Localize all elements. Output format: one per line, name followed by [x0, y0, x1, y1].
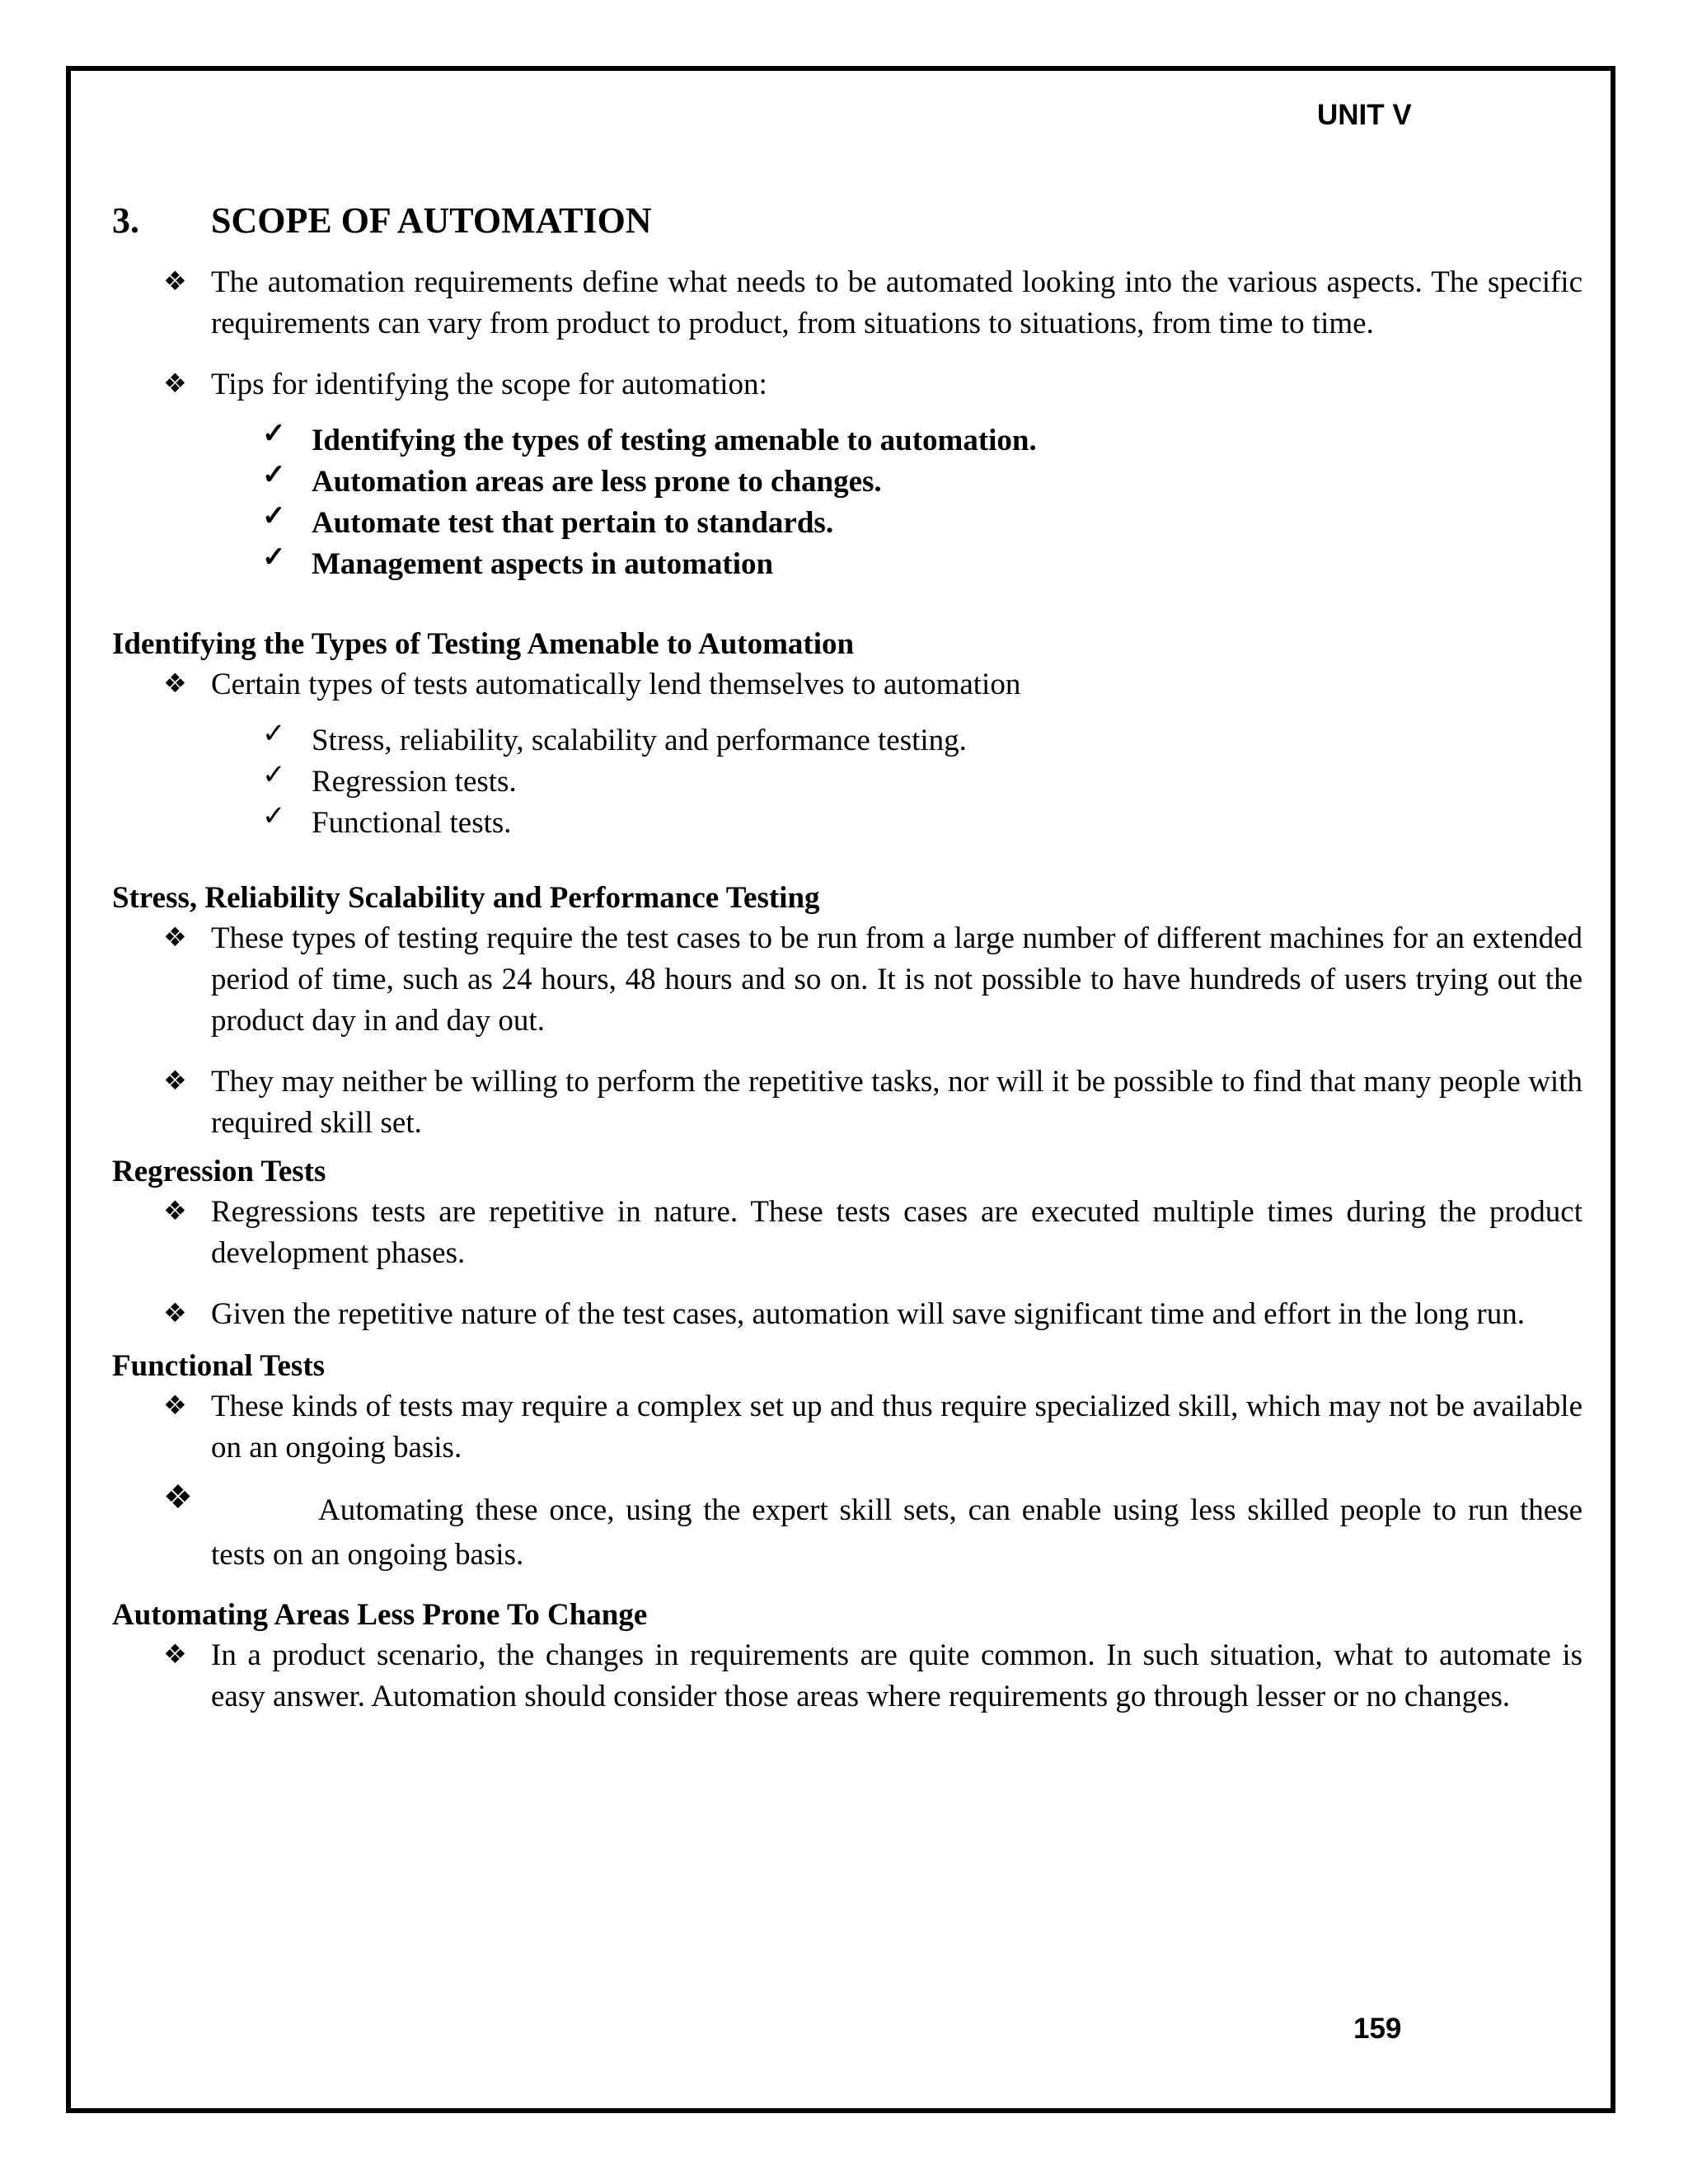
diamond-bullet-icon: ❖: [163, 1390, 187, 1420]
areas-bullet-1-text: In a product scenario, the changes in requirements are quite common. In such situation, what to automate is easy answer. Automation should consider those areas where requirements go through lesser or no changes.: [211, 1638, 1582, 1713]
checkmark-icon: ✓: [262, 542, 286, 573]
intro-bullet-2-text: Tips for identifying the scope for automation:: [211, 368, 767, 401]
regression-heading: Regression Tests: [112, 1155, 326, 1188]
regression-bullet-2-text: Given the repetitive nature of the test cases, automation will save significant time and effort in the long run.: [211, 1297, 1525, 1331]
tip-text: Identifying the types of testing amenable to automation.: [312, 424, 1037, 457]
intro-bullet-1-text: The automation requirements define what needs to be automated looking into the various aspects. The specific requirements can vary from product to product, from situations to situations, from time to time.: [211, 265, 1582, 340]
functional-bullet-1-text: These kinds of tests may require a complex set up and thus require specialized skill, which may not be available on an ongoing basis.: [211, 1390, 1582, 1465]
stress-bullet-1-text: These types of testing require the test cases to be run from a large number of different machines for an extended period of time, such as 24 hours, 48 hours and so on. It is not possible to have hundreds of users trying out the product day in and day out.: [211, 921, 1582, 1038]
areas-bullet-1: [112, 1635, 1582, 1718]
list-item: [112, 762, 1582, 803]
stress-bullet-2: [112, 1062, 1582, 1144]
section-number: 3.: [112, 200, 139, 241]
diamond-bullet-icon: ❖: [163, 368, 187, 398]
functional-bullet-2-first-line: Automating these once, using the expert skill sets, can enable using less skilled people to run: [318, 1493, 1509, 1527]
diamond-bullet-icon: ❖: [163, 1639, 187, 1669]
functional-bullet-2-rest: these tests on an ongoing basis.: [211, 1493, 1583, 1572]
types-bullet-1-text: Certain types of tests automatically lend themselves to automation: [211, 668, 1021, 701]
list-item: [112, 420, 1582, 462]
list-item: [112, 503, 1582, 544]
section-title-text: SCOPE OF AUTOMATION: [211, 200, 652, 241]
functional-bullet-1: [112, 1386, 1582, 1469]
regression-bullet-1-text: Regressions tests are repetitive in nature. These tests cases are executed multiple times during the product development phases.: [211, 1195, 1582, 1270]
types-list: [112, 720, 1582, 844]
checkmark-icon: ✓: [262, 419, 286, 449]
page-content: [112, 198, 1582, 1718]
type-text: Functional tests.: [312, 806, 512, 840]
checkmark-icon: ✓: [262, 460, 286, 490]
stress-bullet-1: [112, 918, 1582, 1042]
type-text: Regression tests.: [312, 765, 517, 799]
tip-text: Automate test that pertain to standards.: [312, 506, 834, 540]
diamond-bullet-icon: ❖: [163, 1479, 193, 1516]
stress-bullet-2-text: They may neither be willing to perform the repetitive tasks, nor will it be possible to find that many people with required skill set.: [211, 1065, 1582, 1140]
page-number: 159: [1353, 2013, 1402, 2045]
checkmark-icon: ✓: [262, 501, 286, 532]
list-item: [112, 803, 1582, 844]
functional-heading: Functional Tests: [112, 1349, 326, 1383]
types-bullet-1: [112, 664, 1582, 705]
regression-bullet-1: [112, 1192, 1582, 1274]
unit-label: UNIT V: [1317, 99, 1412, 131]
type-text: Stress, reliability, scalability and performance testing.: [312, 724, 967, 757]
intro-bullet-1: [112, 262, 1582, 344]
diamond-bullet-icon: ❖: [163, 1298, 187, 1328]
section-title: [112, 198, 1582, 244]
intro-bullet-2: [112, 364, 1582, 405]
tip-text: Automation areas are less prone to changes.: [312, 465, 882, 499]
tip-text: Management aspects in automation: [312, 547, 774, 581]
checkmark-icon: ✓: [262, 760, 286, 790]
diamond-bullet-icon: ❖: [163, 922, 187, 952]
tips-list: [112, 420, 1582, 585]
regression-bullet-2: [112, 1294, 1582, 1335]
checkmark-icon: ✓: [262, 719, 286, 749]
areas-heading: Automating Areas Less Prone To Change: [112, 1598, 648, 1632]
list-item: [112, 544, 1582, 585]
stress-heading: Stress, Reliability Scalability and Performance Testing: [112, 881, 820, 915]
diamond-bullet-icon: ❖: [163, 266, 187, 296]
functional-bullet-2: [112, 1479, 1583, 1577]
list-item: [112, 720, 1582, 762]
diamond-bullet-icon: ❖: [163, 668, 187, 698]
list-item: [112, 462, 1582, 503]
checkmark-icon: ✓: [262, 801, 286, 832]
diamond-bullet-icon: ❖: [163, 1196, 187, 1226]
diamond-bullet-icon: ❖: [163, 1066, 187, 1095]
types-heading: Identifying the Types of Testing Amenable to Automation: [112, 627, 855, 661]
